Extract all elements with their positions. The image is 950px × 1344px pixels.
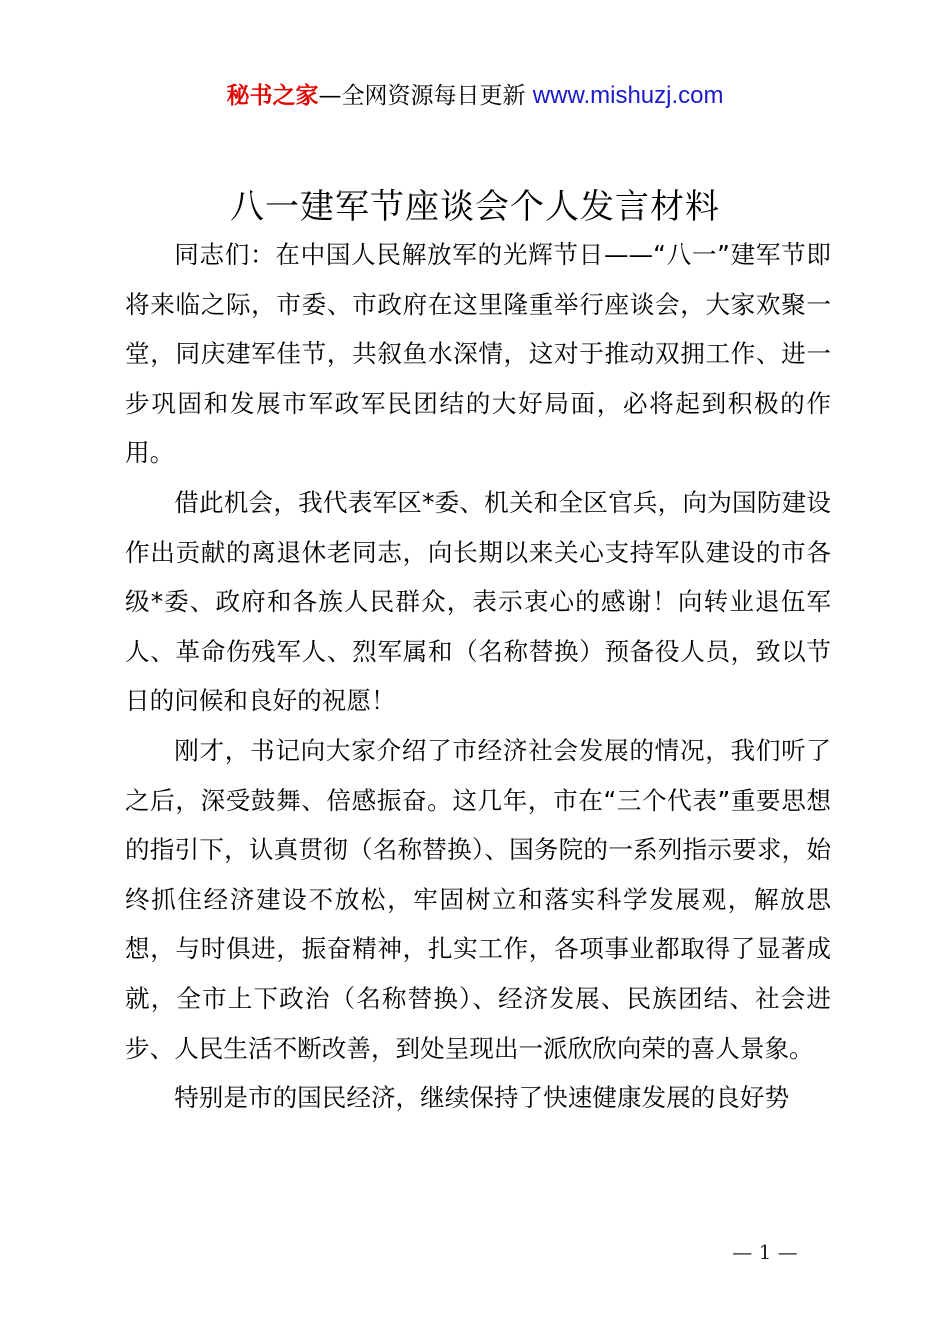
brand-name: 秘书之家 xyxy=(226,83,319,109)
paragraph: 刚才，书记向大家介绍了市经济社会发展的情况，我们听了之后，深受鼓舞、倍感振奋。这几年，市在“三个代表”重要思想的指引下，认真贯彻（名称替换）、国务院的一系列指示要求，始终抓住经济建设不放松，牢固树立和落实科学发展观，解放思想，与时俱进，振奋精神，扎实工作，各项事业都取得了显著成就，全市上下政治（名称替换）、经济发展、民族团结、社会进步、人民生活不断改善，到处呈现出一派欣欣向荣的喜人景象。 xyxy=(125,735,831,1063)
header-tagline: —全网资源每日更新 xyxy=(318,83,526,109)
site-url-link[interactable]: www.mishuzj.com xyxy=(532,82,724,109)
paragraph: 特别是市的国民经济，继续保持了快速健康发展的良好势 xyxy=(174,1083,790,1113)
site-header xyxy=(0,80,950,112)
document-body xyxy=(125,230,831,1123)
page-number: — 1 — xyxy=(732,1240,798,1264)
paragraph: 同志们：在中国人民解放军的光辉节日——“八一”建军节即将来临之际，市委、市政府在这里隆重举行座谈会，大家欢聚一堂，同庆建军佳节，共叙鱼水深情，这对于推动双拥工作、进一步巩固和发展市军政军民团结的大好局面，必将起到积极的作用。 xyxy=(125,240,831,468)
document-title: 八一建军节座谈会个人发言材料 xyxy=(230,187,720,227)
paragraph: 借此机会，我代表军区*委、机关和全区官兵，向为国防建设作出贡献的离退休老同志，向长期以来关心支持军队建设的市各级*委、政府和各族人民群众，表示衷心的感谢！向转业退伍军人、革命伤残军人、烈军属和（名称替换）预备役人员，致以节日的问候和良好的祝愿！ xyxy=(125,487,831,716)
